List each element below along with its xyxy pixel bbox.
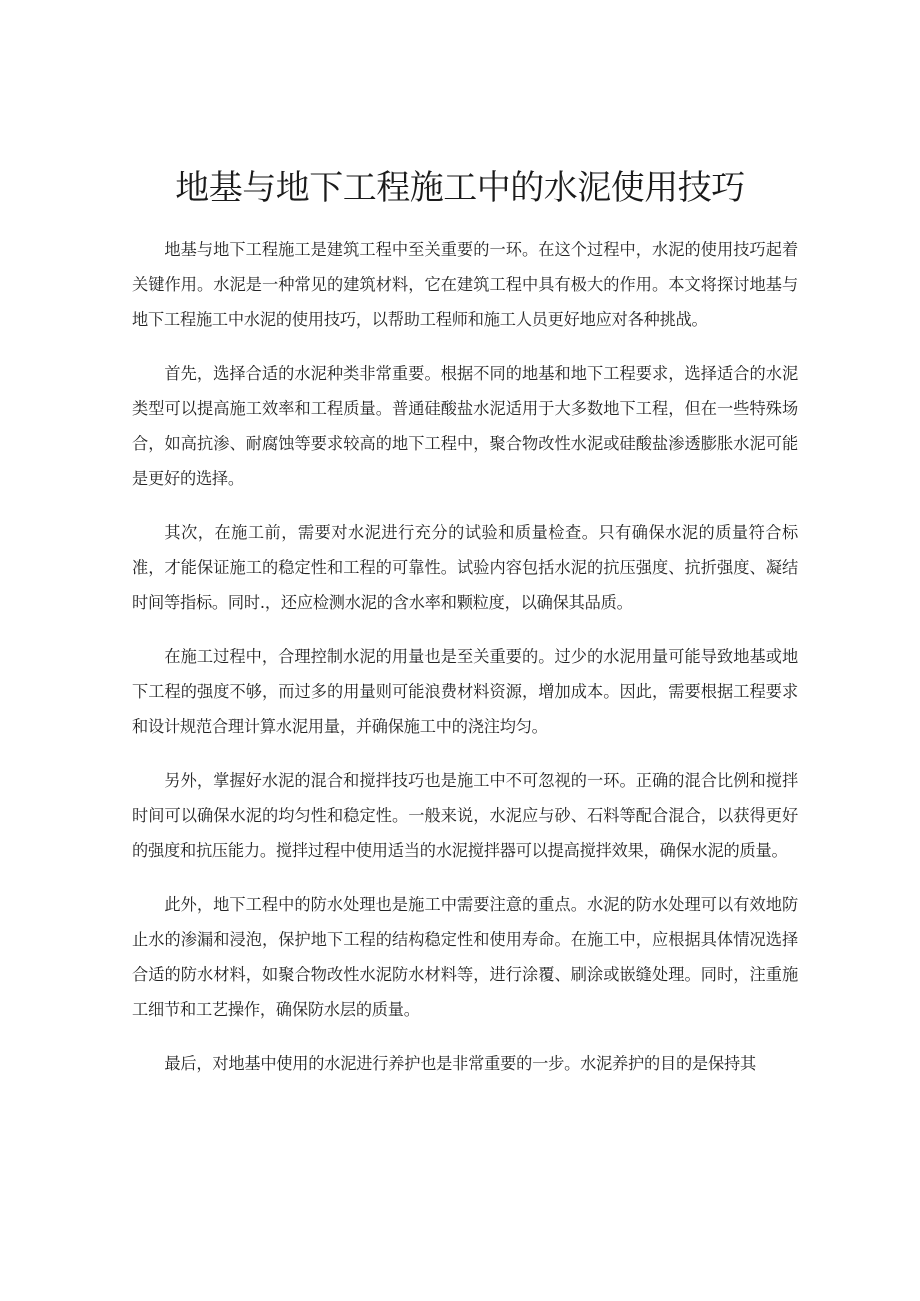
paragraph-dosage-control: 在施工过程中，合理控制水泥的用量也是至关重要的。过少的水泥用量可能导致地基或地下工程的强度不够，而过多的用量则可能浪费材料资源，增加成本。因此，需要根据工程要求和设计规范合理计算水泥用量，并确保施工中的浇注均匀。 [132, 647, 798, 736]
paragraph-mixing: 另外，掌握好水泥的混合和搅拌技巧也是施工中不可忽视的一环。正确的混合比例和搅拌时间可以确保水泥的均匀性和稳定性。一般来说，水泥应与砂、石料等配合混合，以获得更好的强度和抗压能力。搅拌过程中使用适当的水泥搅拌器可以提高搅拌效果，确保水泥的质量。 [132, 771, 798, 860]
paragraph-waterproofing: 此外，地下工程中的防水处理也是施工中需要注意的重点。水泥的防水处理可以有效地防止水的渗漏和浸泡，保护地下工程的结构稳定性和使用寿命。在施工中，应根据具体情况选择合适的防水材料，如聚合物改性水泥防水材料等，进行涂覆、刷涂或嵌缝处理。同时，注重施工细节和工艺操作，确保防水层的质量。 [132, 895, 798, 1019]
paragraph-testing: 其次，在施工前，需要对水泥进行充分的试验和质量检查。只有确保水泥的质量符合标准，才能保证施工的稳定性和工程的可靠性。试验内容包括水泥的抗压强度、抗折强度、凝结时间等指标。同时.，还应检测水泥的含水率和颗粒度，以确保其品质。 [132, 523, 798, 612]
document-title: 地基与地下工程施工中的水泥使用技巧 [175, 168, 745, 208]
paragraph-cement-selection: 首先，选择合适的水泥种类非常重要。根据不同的地基和地下工程要求，选择适合的水泥类型可以提高施工效率和工程质量。普通硅酸盐水泥适用于大多数地下工程，但在一些特殊场合，如高抗渗、耐腐蚀等要求较高的地下工程中，聚合物改性水泥或硅酸盐渗透膨胀水泥可能是更好的选择。 [132, 364, 798, 488]
paragraph-curing: 最后，对地基中使用的水泥进行养护也是非常重要的一步。水泥养护的目的是保持其 [164, 1054, 756, 1073]
document-body [132, 232, 798, 1100]
paragraph-intro: 地基与地下工程施工是建筑工程中至关重要的一环。在这个过程中，水泥的使用技巧起着关键作用。水泥是一种常见的建筑材料，它在建筑工程中具有极大的作用。本文将探讨地基与地下工程施工中水泥的使用技巧，以帮助工程师和施工人员更好地应对各种挑战。 [132, 240, 798, 329]
